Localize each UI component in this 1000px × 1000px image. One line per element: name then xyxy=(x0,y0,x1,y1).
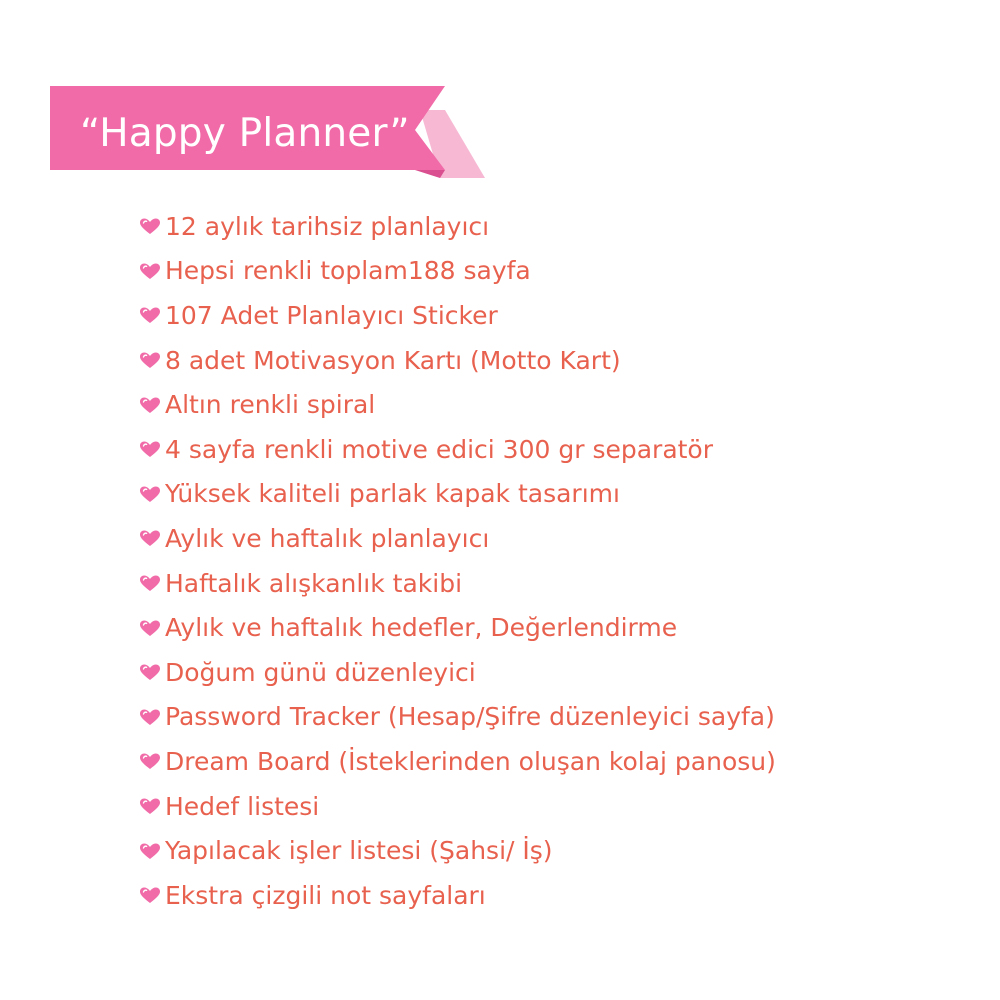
heart-icon xyxy=(137,261,163,281)
heart-icon xyxy=(137,439,163,459)
heart-icon xyxy=(137,885,163,905)
list-item-text: Haftalık alışkanlık takibi xyxy=(165,568,463,598)
list-item-text: Dream Board (İsteklerinden oluşan kolaj panosu) xyxy=(165,746,776,776)
list-item xyxy=(137,382,776,427)
list-item-text: Ekstra çizgili not sayfaları xyxy=(165,880,486,910)
list-item xyxy=(137,427,776,472)
list-item-text: Doğum günü düzenleyici xyxy=(165,657,476,687)
feature-list xyxy=(137,204,776,918)
list-item xyxy=(137,828,776,873)
heart-icon xyxy=(137,796,163,816)
list-item xyxy=(137,695,776,740)
heart-icon xyxy=(137,395,163,415)
list-item-text: Yapılacak işler listesi (Şahsi/ İş) xyxy=(165,836,553,866)
list-item xyxy=(137,516,776,561)
list-item-text: Altın renkli spiral xyxy=(165,390,376,420)
list-item xyxy=(137,293,776,338)
heart-icon xyxy=(137,841,163,861)
list-item-text: 12 aylık tarihsiz planlayıcı xyxy=(165,211,490,241)
list-item xyxy=(137,472,776,517)
heart-icon xyxy=(137,573,163,593)
list-item xyxy=(137,249,776,294)
title-banner xyxy=(0,0,1000,200)
heart-icon xyxy=(137,305,163,325)
heart-icon xyxy=(137,350,163,370)
list-item xyxy=(137,784,776,829)
list-item-text: 4 sayfa renkli motive edici 300 gr separatör xyxy=(165,434,714,464)
list-item xyxy=(137,739,776,784)
heart-icon xyxy=(137,216,163,236)
heart-icon xyxy=(137,618,163,638)
list-item-text: Aylık ve haftalık hedefler, Değerlendirme xyxy=(165,613,678,643)
list-item xyxy=(137,650,776,695)
heart-icon xyxy=(137,707,163,727)
list-item-text: 107 Adet Planlayıcı Sticker xyxy=(165,300,498,330)
list-item-text: Aylık ve haftalık planlayıcı xyxy=(165,523,490,553)
banner-ribbon-shape xyxy=(0,0,1000,200)
list-item-text: Hedef listesi xyxy=(165,791,320,821)
list-item xyxy=(137,204,776,249)
list-item xyxy=(137,605,776,650)
list-item-text: Yüksek kaliteli parlak kapak tasarımı xyxy=(165,479,620,509)
list-item xyxy=(137,338,776,383)
list-item-text: Password Tracker (Hesap/Şifre düzenleyici sayfa) xyxy=(165,702,775,732)
heart-icon xyxy=(137,484,163,504)
heart-icon xyxy=(137,751,163,771)
list-item xyxy=(137,873,776,918)
banner-title: “Happy Planner” xyxy=(80,111,410,156)
list-item-text: Hepsi renkli toplam188 sayfa xyxy=(165,256,531,286)
heart-icon xyxy=(137,662,163,682)
list-item-text: 8 adet Motivasyon Kartı (Motto Kart) xyxy=(165,345,621,375)
list-item xyxy=(137,561,776,606)
heart-icon xyxy=(137,528,163,548)
